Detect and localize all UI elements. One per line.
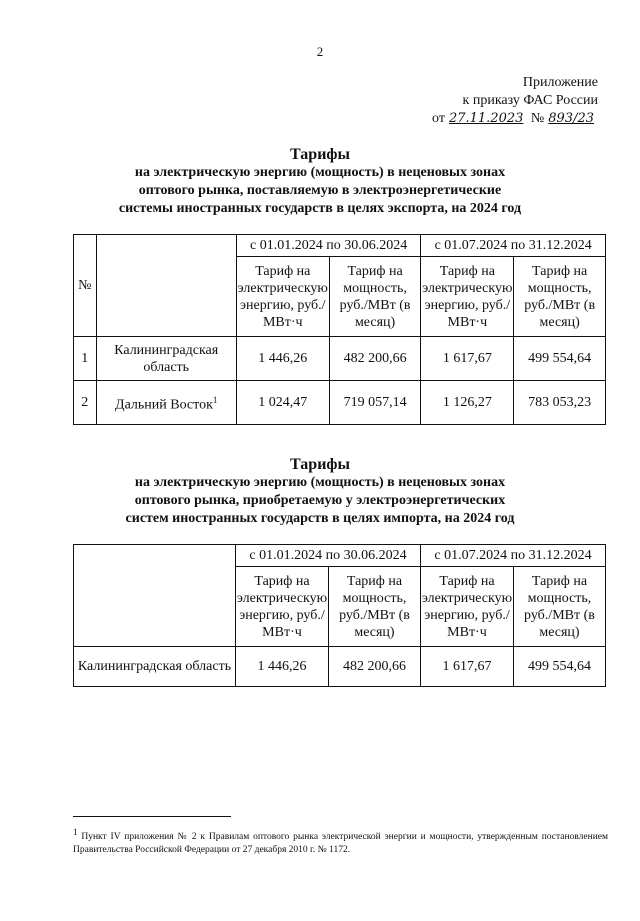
period1-header: с 01.01.2024 по 30.06.2024 xyxy=(236,235,421,257)
energy-value: 1 126,27 xyxy=(421,381,514,425)
import-tariff-table xyxy=(73,544,606,687)
power-value: 719 057,14 xyxy=(329,381,421,425)
power-value: 783 053,23 xyxy=(514,381,606,425)
export-title-line3: оптового рынка, поставляемую в электроэнергетические xyxy=(138,183,502,198)
period1-header: с 01.01.2024 по 30.06.2024 xyxy=(236,545,421,567)
region-name xyxy=(96,381,236,425)
power-tariff-header: Тариф на мощность, руб./МВт (в месяц) xyxy=(328,567,420,647)
region-name: Калининградская область xyxy=(96,337,236,381)
row-number: 1 xyxy=(74,337,97,381)
energy-tariff-header: Тариф на электрическую энергию, руб./МВт·ч xyxy=(421,567,514,647)
energy-value: 1 024,47 xyxy=(236,381,329,425)
export-tariff-table xyxy=(73,234,606,425)
export-title-line2: на электрическую энергию (мощность) в неценовых зонах xyxy=(134,165,506,180)
power-value: 482 200,66 xyxy=(328,647,420,687)
power-value: 499 554,64 xyxy=(514,337,606,381)
handwritten-number: 893/23 xyxy=(548,111,594,126)
energy-tariff-header: Тариф на электрическую энергию, руб./МВт·ч xyxy=(236,257,329,337)
table-row xyxy=(74,337,606,381)
row-number: 2 xyxy=(74,381,97,425)
energy-tariff-header: Тариф на электрическую энергию, руб./МВт·ч xyxy=(236,567,329,647)
power-value: 482 200,66 xyxy=(329,337,421,381)
appendix-order-ref: к приказу ФАС России xyxy=(462,93,598,108)
import-title-line4: систем иностранных государств в целях импорта, на 2024 год xyxy=(125,511,515,526)
col-region-header xyxy=(96,235,236,337)
region-name: Калининградская область xyxy=(74,647,236,687)
import-title-line2: на электрическую энергию (мощность) в неценовых зонах xyxy=(134,475,506,490)
region-name-text: Дальний Восток xyxy=(115,397,213,413)
export-title-line4: системы иностранных государств в целях экспорта, на 2024 год xyxy=(118,201,522,216)
number-prefix: № xyxy=(530,111,545,126)
col-number-header: № xyxy=(74,235,97,337)
appendix-date-number xyxy=(432,110,598,128)
handwritten-date: 27.11.2023 xyxy=(448,111,524,126)
power-tariff-header: Тариф на мощность, руб./МВт (в месяц) xyxy=(514,257,606,337)
footnote xyxy=(73,826,608,857)
export-title xyxy=(0,146,640,218)
energy-tariff-header: Тариф на электрическую энергию, руб./МВт·ч xyxy=(421,257,514,337)
energy-value: 1 617,67 xyxy=(421,337,514,381)
import-title xyxy=(0,456,640,528)
import-title-heading: Тарифы xyxy=(290,456,350,473)
footnote-divider xyxy=(73,816,231,817)
power-tariff-header: Тариф на мощность, руб./МВт (в месяц) xyxy=(329,257,421,337)
export-title-heading: Тарифы xyxy=(290,146,350,163)
import-title-line3: оптового рынка, приобретаемую у электроэнергетических xyxy=(134,493,506,508)
period2-header: с 01.07.2024 по 31.12.2024 xyxy=(421,235,606,257)
date-prefix: от xyxy=(432,111,445,126)
energy-value: 1 617,67 xyxy=(421,647,514,687)
col-region-header xyxy=(74,545,236,647)
page-number: 2 xyxy=(316,44,324,59)
appendix-header xyxy=(432,74,598,128)
power-tariff-header: Тариф на мощность, руб./МВт (в месяц) xyxy=(513,567,605,647)
energy-value: 1 446,26 xyxy=(236,337,329,381)
table-row xyxy=(74,381,606,425)
appendix-label: Приложение xyxy=(522,75,598,90)
power-value: 499 554,64 xyxy=(513,647,605,687)
energy-value: 1 446,26 xyxy=(236,647,329,687)
footnote-mark: 1 xyxy=(73,827,78,837)
footnote-mark: 1 xyxy=(212,394,218,405)
period2-header: с 01.07.2024 по 31.12.2024 xyxy=(421,545,606,567)
footnote-text: Пункт IV приложения № 2 к Правилам оптового рынка электрической энергии и мощности, утвержденным постановлением Правительства Российской Федерации от 27 декабря 2010 г. № 1172. xyxy=(73,832,609,856)
table-row xyxy=(74,647,606,687)
